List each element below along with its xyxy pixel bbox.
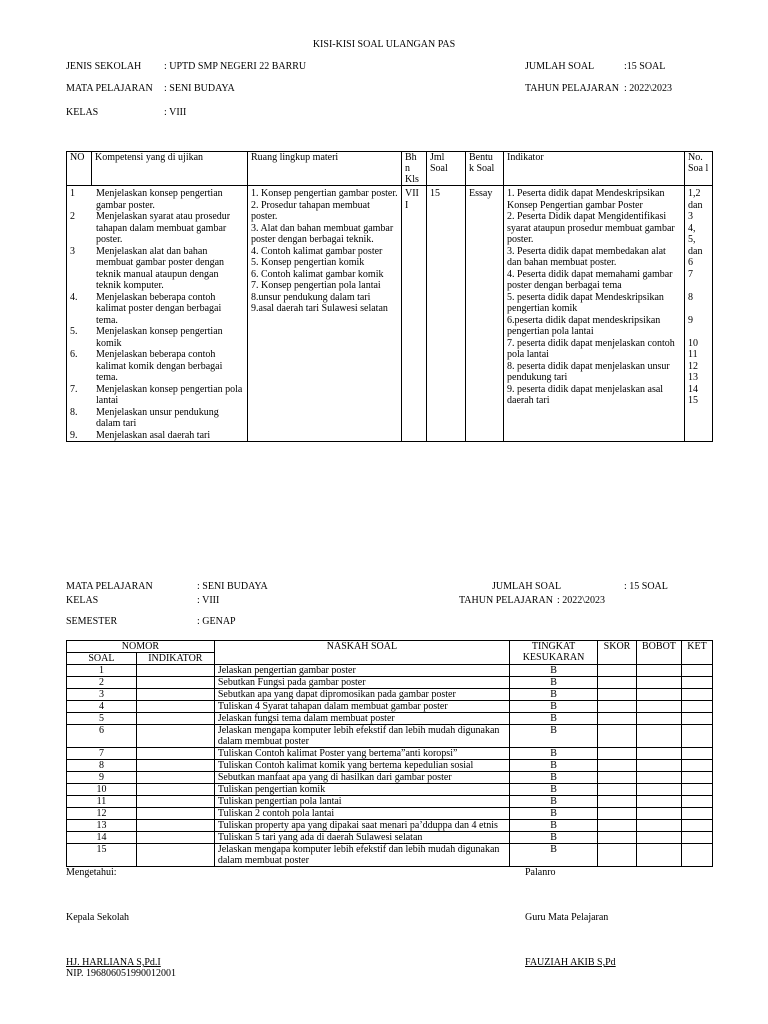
kompetensi-text: Menjelaskan asal daerah tari [96,429,211,441]
mata-pelajaran-label: MATA PELAJARAN [66,83,153,94]
skor-value [598,748,637,760]
header-ket: KET [681,641,712,665]
kompetensi-text: Menjelaskan konsep pengertian pola lantai [96,383,243,406]
kompetensi-text: Menjelaskan unsur pendukung dalam tari [96,406,219,429]
table-row [67,725,713,748]
kompetensi-number: 7. [70,383,78,395]
ket-value [681,725,712,748]
bobot-value [636,784,681,796]
header-bhn-kls: Bh n Kls [402,152,427,186]
naskah-text: Sebutkan apa yang dapat dipromosikan pada gambar poster [214,689,509,701]
naskah-header-row-1 [67,641,713,653]
kepala-sekolah-label: Kepala Sekolah [66,912,130,923]
indikator-value [136,689,214,701]
bobot-value [636,665,681,677]
ruang-lingkup-item: 8.unsur pendukung dalam tari [251,291,371,303]
bobot-value [636,689,681,701]
naskah-text: Tuliskan 2 contoh pola lantai [214,808,509,820]
table-row [67,713,713,725]
kompetensi-item [70,429,244,442]
tahun-pelajaran-value: : 2022\2023 [624,83,673,94]
skor-value [598,844,637,867]
indikator-value [136,772,214,784]
jumlah-soal-value: :15 SOAL [624,61,666,72]
indikator-item: 7. peserta didik dapat menjelaskan contoh pola lantai [507,337,675,360]
no-soal-item [688,280,709,292]
indikator-value [136,725,214,748]
kisi-kisi-table [66,151,713,442]
kompetensi-text: Menjelaskan beberapa contoh kalimat poster dengan berbagai tema. [96,291,222,326]
soal-number: 14 [67,832,137,844]
soal-number: 5 [67,713,137,725]
no-soal-item: 7 [688,268,693,280]
naskah-text: Jelaskan mengapa komputer lebih efekstif dan lebih mudah digunakan dalam membuat poster [214,844,509,867]
mata-pelajaran-value: : SENI BUDAYA [164,83,235,94]
kompetensi-number: 9. [70,429,78,441]
soal-number: 13 [67,820,137,832]
kompetensi-list [70,188,244,441]
no-soal-item: 5, [688,234,696,245]
jenis-sekolah-value: : UPTD SMP NEGERI 22 BARRU [164,61,307,72]
ket-value [681,784,712,796]
indikator-value [136,784,214,796]
kompetensi-item [70,211,244,246]
naskah-text: Tuliskan property apa yang dipakai saat menari pa’dduppa dan 4 etnis [214,820,509,832]
tingkat-value: B [510,677,598,689]
header-bobot: BOBOT [636,641,681,665]
kompetensi-number: 3 [70,245,75,257]
header-no: NO [67,152,92,186]
ruang-lingkup-item: 4. Contoh kalimat gambar poster [251,245,383,257]
skor-value [598,820,637,832]
table-row [67,820,713,832]
skor-value [598,677,637,689]
ket-value [681,677,712,689]
skor-value [598,665,637,677]
kisi-kisi-body-row [67,186,713,442]
no-soal-item: 9 [688,314,693,326]
tingkat-value: B [510,820,598,832]
skor-value [598,772,637,784]
ket-value [681,772,712,784]
indikator-item: 1. Peserta didik dapat Mendeskripsikan Konsep Pengertian gambar Poster [507,188,665,211]
table-row [67,677,713,689]
kompetensi-text: Menjelaskan beberapa contoh kalimat komik dengan berbagai tema. [96,349,223,383]
no-soal-item: 13 [688,372,698,383]
kompetensi-text: Menjelaskan alat dan bahan membuat gambar poster dengan teknik manual ataupun dengan teknik komputer. [96,245,225,291]
tingkat-value: B [510,808,598,820]
kompetensi-number: 1 [70,188,75,199]
header-jml-soal: Jml Soal [427,152,466,186]
no-soal-item: 1,2 [688,188,701,199]
kompetensi-text: Menjelaskan konsep pengertian gambar poster. [96,188,223,211]
naskah-text: Sebutkan manfaat apa yang di hasilkan dari gambar poster [214,772,509,784]
kelas-label: KELAS [66,107,99,118]
bhn-kls-value: VII I [402,186,427,442]
kompetensi-item [70,383,244,407]
naskah-text: Tuliskan Contoh kalimat Poster yang bertema”anti koropsi” [214,748,509,760]
header-ruang-lingkup: Ruang lingkup materi [248,152,402,186]
indikator-value [136,701,214,713]
header-skor: SKOR [598,641,637,665]
skor-value [598,784,637,796]
indikator-item: 4. Peserta didik dapat memahami gambar poster dengan berbagai tema [507,268,673,291]
ruang-lingkup-item: 5. Konsep pengertian komik [251,257,365,268]
indikator-item: 5. peserta didik dapat Mendeskripsikan pengertian komik [507,291,664,314]
ket-value [681,844,712,867]
bobot-value [636,760,681,772]
tingkat-value: B [510,784,598,796]
naskah-text: Tuliskan pengertian pola lantai [214,796,509,808]
ruang-lingkup-item: 3. Alat dan bahan membuat gambar poster dengan berbagai teknik. [251,222,394,245]
soal-number: 15 [67,844,137,867]
ket-value [681,689,712,701]
mata-pelajaran-value-2: : SENI BUDAYA [197,581,268,592]
tingkat-value: B [510,725,598,748]
soal-number: 8 [67,760,137,772]
skor-value [598,808,637,820]
tahun-pelajaran-value-2: : 2022\2023 [557,595,606,606]
ket-value [681,665,712,677]
soal-number: 1 [67,665,137,677]
tingkat-value: B [510,796,598,808]
no-soal-item: 4, [688,222,696,234]
header-kompetensi: Kompetensi yang di ujikan [92,152,248,186]
no-soal-item: 10 [688,337,698,349]
kompetensi-item [70,349,244,384]
guru-name: FAUZIAH AKIB S,Pd [525,957,616,968]
bobot-value [636,796,681,808]
jumlah-soal-label: JUMLAH SOAL [525,61,595,72]
naskah-text: Tuliskan pengertian komik [214,784,509,796]
indikator-item: 3. Peserta didik dapat membedakan alat dan bahan membuat poster. [507,245,666,268]
semester-value: : GENAP [197,616,236,627]
header-nomor: NOMOR [67,641,215,653]
indikator-value [136,844,214,867]
tahun-pelajaran-label-2: TAHUN PELAJARAN [459,595,553,606]
bobot-value [636,832,681,844]
kompetensi-item [70,326,244,349]
tahun-pelajaran-label: TAHUN PELAJARAN [525,83,619,94]
bobot-value [636,713,681,725]
kompetensi-item [70,406,244,430]
skor-value [598,725,637,748]
kompetensi-text: Menjelaskan syarat atau prosedur tahapan dalam membuat gambar poster. [96,211,231,245]
kisi-kisi-header-row [67,152,713,186]
indikator-value [136,808,214,820]
skor-value [598,701,637,713]
soal-number: 9 [67,772,137,784]
ket-value [681,713,712,725]
naskah-body [67,665,713,867]
indikator-cell [504,186,685,442]
kompetensi-item [70,245,244,292]
soal-number: 11 [67,796,137,808]
place-label: Palanro [525,867,556,878]
soal-number: 10 [67,784,137,796]
header-indikator: Indikator [504,152,685,186]
ket-value [681,748,712,760]
indikator-item: 9. peserta didik dapat menjelaskan asal daerah tari [507,383,664,406]
table-row [67,796,713,808]
indikator-item: 8. peserta didik dapat menjelaskan unsur pendukung tari [507,360,670,383]
header-bentuk-soal: Bentu k Soal [466,152,504,186]
naskah-text: Tuliskan 4 Syarat tahapan dalam membuat gambar poster [214,701,509,713]
bobot-value [636,677,681,689]
ruang-lingkup-item: 1. Konsep pengertian gambar poster. [251,188,398,199]
kepala-sekolah-name: HJ. HARLIANA S,Pd.I [66,957,161,968]
kelas-value-2: : VIII [197,595,220,606]
indikator-item: 6.peserta didik dapat mendeskripsikan pengertian pola lantai [507,314,661,337]
soal-number: 7 [67,748,137,760]
header-soal: SOAL [67,653,137,665]
ruang-lingkup-item: 2. Prosedur tahapan membuat poster. [251,199,370,222]
no-soal-item [688,303,709,315]
jumlah-soal-label-2: JUMLAH SOAL [492,581,562,592]
kompetensi-number: 2 [70,211,75,222]
semester-label: SEMESTER [66,616,118,627]
tingkat-value: B [510,748,598,760]
no-soal-item: 11 [688,349,698,360]
no-soal-cell [685,186,713,442]
ruang-lingkup-cell [248,186,402,442]
kepala-sekolah-nip: NIP. 196806051990012001 [66,968,177,979]
bentuk-soal-value: Essay [466,186,504,442]
header-indikator-2: INDIKATOR [136,653,214,665]
tingkat-value: B [510,665,598,677]
no-soal-item: 6 [688,257,693,268]
header-tingkat-kesukaran: TINGKAT KESUKARAN [510,641,598,665]
kompetensi-item [70,188,244,211]
bobot-value [636,820,681,832]
bobot-value [636,701,681,713]
skor-value [598,713,637,725]
header-naskah-soal: NASKAH SOAL [214,641,509,665]
no-soal-item: 8 [688,291,693,303]
mata-pelajaran-label-2: MATA PELAJARAN [66,581,153,592]
no-soal-item: 3 [688,211,693,222]
mengetahui-label: Mengetahui: [66,867,117,878]
ket-value [681,796,712,808]
ruang-lingkup-list [251,188,398,315]
naskah-text: Sebutkan Fungsi pada gambar poster [214,677,509,689]
soal-number: 12 [67,808,137,820]
tingkat-value: B [510,832,598,844]
table-row [67,832,713,844]
naskah-text: Tuliskan Contoh kalimat komik yang bertema kepedulian sosial [214,760,509,772]
jml-soal-value: 15 [427,186,466,442]
table-row [67,748,713,760]
bobot-value [636,725,681,748]
tingkat-value: B [510,713,598,725]
indikator-value [136,832,214,844]
naskah-text: Jelaskan fungsi tema dalam membuat poster [214,713,509,725]
no-soal-item: 14 [688,383,698,395]
ket-value [681,760,712,772]
no-soal-item: 15 [688,395,698,406]
kompetensi-text: Menjelaskan konsep pengertian komik [96,326,223,349]
no-soal-item: dan [688,245,703,257]
indikator-value [136,713,214,725]
ket-value [681,701,712,713]
table-row [67,689,713,701]
ket-value [681,832,712,844]
naskah-text: Jelaskan pengertian gambar poster [214,665,509,677]
ruang-lingkup-item: 6. Contoh kalimat gambar komik [251,268,384,280]
no-soal-item: dan [688,199,703,211]
kompetensi-number: 8. [70,406,78,418]
ruang-lingkup-item: 7. Konsep pengertian pola lantai [251,280,381,291]
skor-value [598,796,637,808]
ket-value [681,820,712,832]
ket-value [681,808,712,820]
table-row [67,772,713,784]
document-title: KISI-KISI SOAL ULANGAN PAS [312,39,456,50]
table-row [67,760,713,772]
tingkat-value: B [510,760,598,772]
kompetensi-number: 4. [70,291,78,303]
kompetensi-number: 5. [70,326,78,337]
no-soal-list [688,188,709,407]
kompetensi-cell [67,186,248,442]
bobot-value [636,772,681,784]
kelas-label-2: KELAS [66,595,99,606]
soal-number: 2 [67,677,137,689]
naskah-text: Jelaskan mengapa komputer lebih efekstif dan lebih mudah digunakan dalam membuat poster [214,725,509,748]
indikator-item: 2. Peserta Didik dapat Mengidentifikasi syarat ataupun prosedur membuat gambar poster. [507,211,675,245]
soal-number: 3 [67,689,137,701]
indikator-value [136,820,214,832]
bobot-value [636,748,681,760]
kompetensi-item [70,291,244,327]
header-no-soal: No. Soa l [685,152,713,186]
table-row [67,844,713,867]
ruang-lingkup-item: 9.asal daerah tari Sulawesi selatan [251,303,388,314]
table-row [67,808,713,820]
tingkat-value: B [510,701,598,713]
bobot-value [636,844,681,867]
tingkat-value: B [510,689,598,701]
tingkat-value: B [510,844,598,867]
soal-number: 4 [67,701,137,713]
jenis-sekolah-label: JENIS SEKOLAH [66,61,142,72]
soal-number: 6 [67,725,137,748]
table-row [67,701,713,713]
tingkat-value: B [510,772,598,784]
kompetensi-number: 6. [70,349,78,360]
indikator-value [136,760,214,772]
jumlah-soal-value-2: : 15 SOAL [624,581,668,592]
indikator-value [136,665,214,677]
skor-value [598,689,637,701]
no-soal-item [688,326,709,338]
indikator-value [136,796,214,808]
kelas-value: : VIII [164,107,187,118]
indikator-value [136,748,214,760]
skor-value [598,760,637,772]
naskah-text: Tuliskan 5 tari yang ada di daerah Sulawesi selatan [214,832,509,844]
no-soal-item: 12 [688,360,698,372]
bobot-value [636,808,681,820]
skor-value [598,832,637,844]
guru-mapel-label: Guru Mata Pelajaran [525,912,609,923]
indikator-value [136,677,214,689]
indikator-list [507,188,681,407]
table-row [67,784,713,796]
naskah-soal-table [66,640,713,867]
table-row [67,665,713,677]
